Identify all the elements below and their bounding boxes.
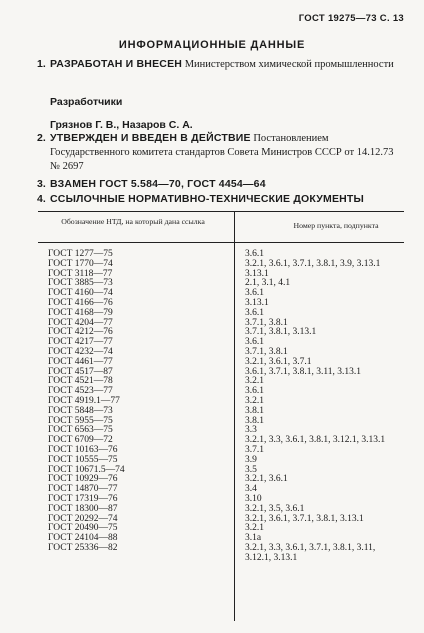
ref-points: 3.2.1 [245,376,264,387]
ref-doc: ГОСТ 4212—76 [48,327,113,338]
ref-points: 3.7.1, 3.8.1 [245,346,288,357]
item-text: Постановлением Государственного комитета стандартов Совета Министров СССР от 14.12.73 № 2697 [50,133,394,172]
ref-doc: ГОСТ 20292—74 [48,513,118,524]
ref-points: 3.9 [245,454,257,465]
item-label: РАЗРАБОТАН И ВНЕСЕН [50,58,183,70]
ref-doc: ГОСТ 14870—77 [48,484,118,495]
ref-doc: ГОСТ 10163—76 [48,444,118,455]
ref-points: 3.2.1, 3.5, 3.6.1 [245,503,305,514]
ref-points: 3.2.1, 3.3, 3.6.1, 3.7.1, 3.8.1, 3.11, 3.12.1, 3.13.1 [245,542,376,563]
item-replaces [37,177,403,192]
ref-points: 3.2.1, 3.6.1 [245,474,288,485]
item-label: УТВЕРЖДЕН И ВВЕДЕН В ДЕЙСТВИЕ [50,132,251,144]
col-doc-header: Обозначение НТД, на который дана ссылка [61,217,205,226]
ref-points: 3.6.1 [245,249,264,259]
ref-doc: ГОСТ 17319—76 [48,493,118,504]
header-divider [234,212,235,242]
ref-points: 3.2.1, 3.3, 3.6.1, 3.8.1, 3.12.1, 3.13.1 [245,435,386,446]
ref-points: 3.5 [245,464,257,475]
ref-points: 3.6.1 [245,386,264,397]
ref-points: 3.6.1, 3.7.1, 3.8.1, 3.11, 3.13.1 [245,366,362,377]
ref-doc: ГОСТ 4523—77 [48,386,113,397]
ref-doc: ГОСТ 24104—88 [48,533,118,544]
references-table [38,211,404,623]
ref-doc: ГОСТ 4521—78 [48,376,113,387]
page-header: ГОСТ 19275—73 С. 13 [298,13,404,24]
ref-doc: ГОСТ 10555—75 [48,454,118,465]
item-label: ССЫЛОЧНЫЕ НОРМАТИВНО-ТЕХНИЧЕСКИЕ ДОКУМЕНТЫ [50,193,365,205]
ref-doc: ГОСТ 5955—75 [48,415,113,426]
ref-doc: ГОСТ 3118—77 [48,268,113,279]
ref-doc: ГОСТ 6709—72 [48,435,113,446]
ref-doc: ГОСТ 10671.5—74 [48,464,125,475]
item-developers-heading [37,95,403,110]
ref-points: 3.4 [245,484,257,495]
item-references [37,192,403,207]
ref-doc: ГОСТ 5848—73 [48,405,113,416]
ref-points: 3.6.1 [245,288,264,299]
ref-points: 3.7.1, 3.8.1 [245,317,288,328]
ref-doc: ГОСТ 20490—75 [48,523,118,534]
ref-doc: ГОСТ 6563—75 [48,425,113,436]
ref-doc: ГОСТ 18300—87 [48,503,118,514]
ref-doc: ГОСТ 4204—77 [48,317,113,328]
ref-doc: ГОСТ 4160—74 [48,288,113,299]
ref-doc: ГОСТ 1770—74 [48,258,113,269]
item-number: 4. [37,193,46,205]
section-title: ИНФОРМАЦИОННЫЕ ДАННЫЕ [118,39,306,51]
item-number: 1. [37,58,46,70]
ref-doc: ГОСТ 4461—77 [48,356,113,367]
ref-points: 3.13.1 [245,297,269,308]
item-number: 2. [37,132,46,144]
ref-doc: ГОСТ 4919.1—77 [48,395,120,406]
ref-points: 3.2.1, 3.6.1, 3.7.1 [245,356,312,367]
item-number: 3. [37,178,46,190]
ref-doc: ГОСТ 4217—77 [48,337,113,348]
ref-doc: ГОСТ 4166—76 [48,297,113,308]
table-body [38,250,404,564]
ref-doc: ГОСТ 1277—75 [48,249,113,259]
ref-points: 2.1, 3.1, 4.1 [245,278,291,289]
col-points-header: Номер пункта, подпункта [293,221,379,230]
item-text: Министерством химической промышленности [184,59,394,70]
ref-doc: ГОСТ 4517—87 [48,366,113,377]
ref-doc: ГОСТ 4232—74 [48,346,113,357]
item-approved [37,131,403,174]
ref-points: 3.7.1, 3.8.1, 3.13.1 [245,327,317,338]
developers-names: Грязнов Г. В., Назаров С. А. [50,119,193,131]
ref-points: 3.8.1 [245,405,264,416]
ref-points: 3.3 [245,425,257,436]
ref-doc: ГОСТ 4168—79 [48,307,113,318]
ref-points: 3.7.1 [245,444,264,455]
item-label: ВЗАМЕН ГОСТ 5.584—70, ГОСТ 4454—64 [50,178,266,190]
ref-points: 3.8.1 [245,415,264,426]
ref-points: 3.2.1 [245,523,264,534]
ref-points: 3.6.1 [245,337,264,348]
ref-doc: ГОСТ 3885—73 [48,278,113,289]
table-row [38,544,404,564]
ref-doc: ГОСТ 25336—82 [48,542,118,553]
table-header [38,211,404,243]
ref-points: 3.6.1 [245,307,264,318]
item-developed-by [37,57,403,72]
ref-doc: ГОСТ 10929—76 [48,474,118,485]
ref-points: 3.2.1, 3.6.1, 3.7.1, 3.8.1, 3.13.1 [245,513,364,524]
ref-points: 3.1а [245,533,262,544]
ref-points: 3.2.1, 3.6.1, 3.7.1, 3.8.1, 3.9, 3.13.1 [245,258,381,269]
developers-label: Разработчики [50,96,123,108]
ref-points: 3.13.1 [245,268,269,279]
ref-points: 3.2.1 [245,395,264,406]
ref-points: 3.10 [245,493,262,504]
